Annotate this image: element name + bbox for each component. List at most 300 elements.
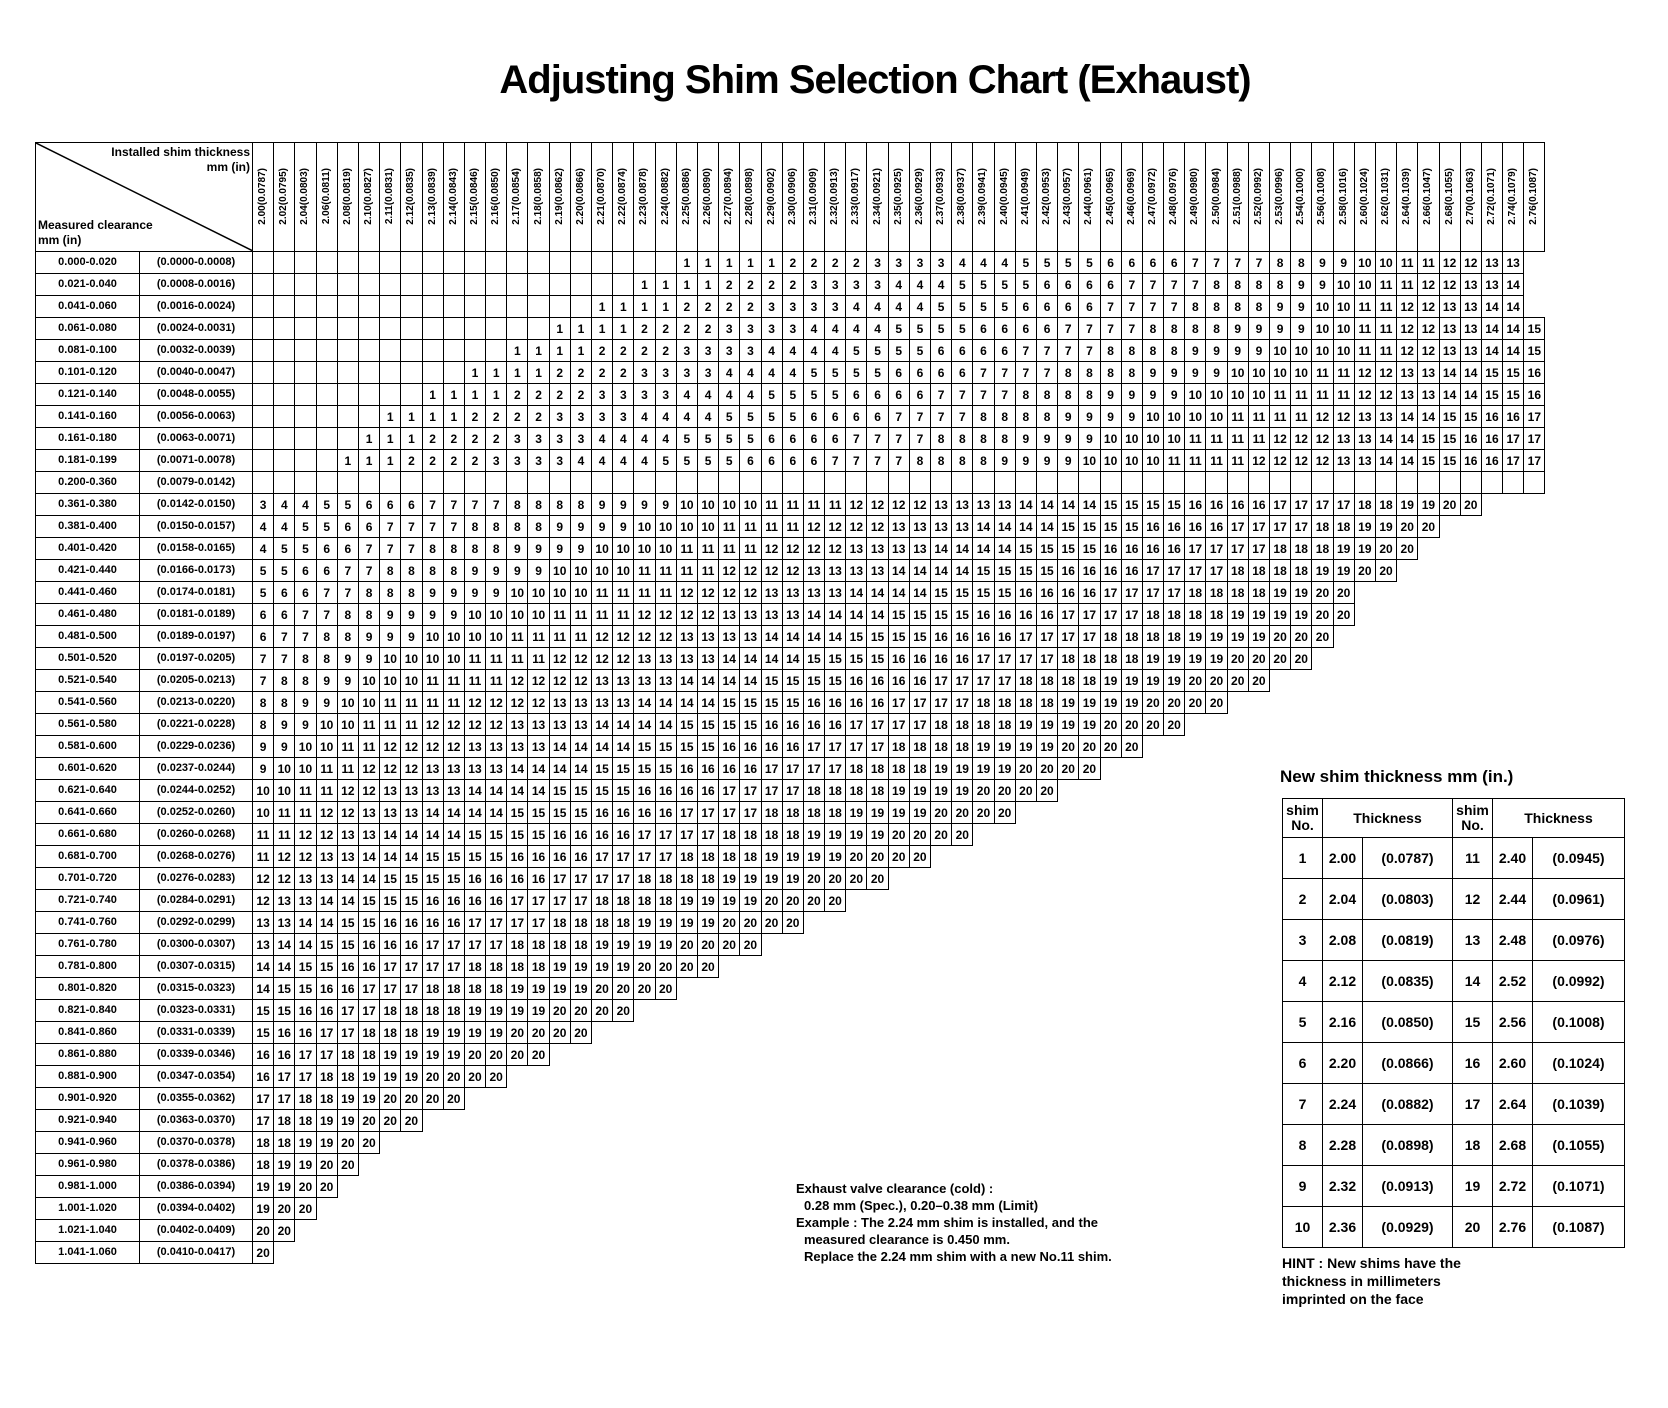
- shim-number-cell: 19: [464, 1022, 485, 1044]
- empty-cell: [740, 472, 761, 494]
- installed-thickness-header: [1164, 143, 1185, 252]
- installed-thickness-header: [1121, 143, 1142, 252]
- shim-number-cell: 10: [401, 670, 422, 692]
- shim-number-cell: 9: [1100, 406, 1121, 428]
- shim-number-cell: 18: [380, 1000, 401, 1022]
- installed-thickness-label: 2.42(0.0953): [1041, 167, 1053, 225]
- shim-number-cell: 8: [464, 516, 485, 538]
- empty-cell: [952, 472, 973, 494]
- shim-number-cell: 17: [761, 780, 782, 802]
- blank-area: [1524, 758, 1545, 780]
- shim-number-cell: 13: [316, 868, 337, 890]
- shim-number-cell: 18: [655, 868, 676, 890]
- shim-thickness-mm: 2.28: [1323, 1125, 1363, 1166]
- shim-number-cell: 15: [316, 934, 337, 956]
- shim-number-cell: 11: [486, 648, 507, 670]
- shim-number-cell: 1: [358, 428, 379, 450]
- shim-number-cell: 20: [867, 868, 888, 890]
- shim-number-cell: 20: [486, 1066, 507, 1088]
- installed-thickness-label: 2.25(0.0886): [680, 167, 692, 225]
- shim-number-cell: 3: [592, 406, 613, 428]
- blank-area: [464, 1176, 485, 1198]
- shim-thickness-mm: 2.04: [1323, 879, 1363, 920]
- shim-number-cell: 17: [295, 1044, 316, 1066]
- shim-number-cell: 5: [697, 450, 718, 472]
- blank-area: [464, 1088, 485, 1110]
- shim-thickness-in: (0.1071): [1533, 1166, 1625, 1207]
- blank-area: [1481, 714, 1502, 736]
- blank-area: [1418, 714, 1439, 736]
- blank-area: [740, 1110, 761, 1132]
- shim-number-cell: 2: [422, 428, 443, 450]
- shim-number-cell: 14: [507, 758, 528, 780]
- shim-number-cell: 10: [337, 692, 358, 714]
- shim-number-cell: 1: [422, 384, 443, 406]
- shim-number-cell: 7: [1121, 274, 1142, 296]
- shim-number-cell: 20: [1375, 560, 1396, 582]
- shim-number-cell: 8: [1206, 318, 1227, 340]
- shim-number-cell: 14: [443, 824, 464, 846]
- shim-number-cell: 18: [549, 912, 570, 934]
- blank-area: [592, 1132, 613, 1154]
- blank-area: [1248, 736, 1269, 758]
- shim-number-cell: 8: [316, 626, 337, 648]
- shim-number-cell: 7: [274, 626, 295, 648]
- blank-area: [1121, 824, 1142, 846]
- shim-number-cell: 17: [782, 758, 803, 780]
- blank-area: [1036, 912, 1057, 934]
- blank-area: [634, 1132, 655, 1154]
- measured-clearance-in: (0.0292-0.0299): [140, 912, 253, 934]
- shim-number-cell: 19: [888, 780, 909, 802]
- shim-number-cell: 19: [1418, 494, 1439, 516]
- shim-number-cell: 9: [1312, 274, 1333, 296]
- shim-number-cell: 15: [740, 692, 761, 714]
- shim-number-cell: 17: [1142, 582, 1163, 604]
- blank-area: [1206, 1088, 1227, 1110]
- blank-area: [1227, 1088, 1248, 1110]
- blank-area: [1185, 1154, 1206, 1176]
- blank-area: [825, 1154, 846, 1176]
- blank-area: [1418, 626, 1439, 648]
- shim-number-cell: 12: [528, 692, 549, 714]
- shim-number-cell: 9: [994, 450, 1015, 472]
- shim-number-cell: 17: [740, 802, 761, 824]
- shim-number-cell: 20: [1121, 714, 1142, 736]
- empty-cell: [253, 318, 274, 340]
- shim-number-cell: 7: [973, 384, 994, 406]
- blank-area: [1248, 1022, 1269, 1044]
- empty-cell: [1079, 472, 1100, 494]
- shim-number-cell: 4: [295, 494, 316, 516]
- shim-number-cell: 14: [1481, 318, 1502, 340]
- shim-thickness-mm: 2.20: [1323, 1043, 1363, 1084]
- installed-thickness-header: [1227, 143, 1248, 252]
- shim-number-cell: 19: [676, 912, 697, 934]
- shim-number-cell: 17: [1503, 450, 1524, 472]
- shim-number-cell: 16: [570, 846, 591, 868]
- shim-number-cell: 17: [697, 824, 718, 846]
- shim-number-cell: 2: [655, 340, 676, 362]
- shim-number-cell: 15: [1503, 362, 1524, 384]
- installed-thickness-label: 2.12(0.0835): [405, 167, 417, 225]
- shim-number-cell: 14: [316, 890, 337, 912]
- blank-area: [1439, 714, 1460, 736]
- shim-number-cell: 17: [274, 1088, 295, 1110]
- blank-area: [909, 956, 930, 978]
- shim-number-cell: 8: [994, 406, 1015, 428]
- shim-number-cell: 11: [1248, 406, 1269, 428]
- blank-area: [952, 1066, 973, 1088]
- shim-number-cell: 14: [1503, 340, 1524, 362]
- shim-number-cell: 4: [825, 318, 846, 340]
- shim-number-cell: 10: [1354, 252, 1375, 274]
- blank-area: [337, 1198, 358, 1220]
- shim-number-cell: 16: [1121, 560, 1142, 582]
- shim-number-cell: 11: [1375, 296, 1396, 318]
- empty-cell: [274, 450, 295, 472]
- blank-area: [1121, 758, 1142, 780]
- shim-number-cell: 4: [592, 450, 613, 472]
- shim-number-cell: 16: [825, 692, 846, 714]
- shim-number-cell: 11: [697, 538, 718, 560]
- blank-area: [952, 868, 973, 890]
- shim-number-cell: 6: [994, 318, 1015, 340]
- shim-number-cell: 12: [422, 714, 443, 736]
- shim-number: 1: [1283, 838, 1323, 879]
- table-row: [36, 318, 1545, 340]
- shim-number-cell: 18: [443, 1000, 464, 1022]
- table-row: [36, 362, 1545, 384]
- shim-number-cell: 14: [1439, 384, 1460, 406]
- shim-number-cell: 1: [634, 274, 655, 296]
- shim-number-cell: 1: [380, 450, 401, 472]
- shim-number-cell: 9: [1227, 340, 1248, 362]
- blank-area: [1121, 1242, 1142, 1264]
- empty-cell: [1481, 472, 1502, 494]
- shim-number-cell: 15: [931, 604, 952, 626]
- table-row: [36, 560, 1545, 582]
- blank-area: [1142, 1154, 1163, 1176]
- shim-number-cell: 5: [337, 494, 358, 516]
- shim-number-cell: 12: [1291, 450, 1312, 472]
- shim-number-cell: 17: [507, 912, 528, 934]
- blank-area: [867, 1000, 888, 1022]
- blank-area: [697, 978, 718, 1000]
- shim-number-cell: 17: [931, 670, 952, 692]
- shim-number-cell: 9: [1248, 340, 1269, 362]
- shim-number-cell: 17: [846, 736, 867, 758]
- shim-number-cell: 17: [401, 978, 422, 1000]
- blank-area: [1036, 868, 1057, 890]
- shim-number-cell: 17: [1227, 516, 1248, 538]
- shim-number-cell: 7: [846, 450, 867, 472]
- blank-area: [846, 1154, 867, 1176]
- measured-clearance-in: (0.0378-0.0386): [140, 1154, 253, 1176]
- shim-number-cell: 18: [676, 868, 697, 890]
- shim-number-cell: 19: [443, 1022, 464, 1044]
- shim-number-cell: 10: [486, 604, 507, 626]
- shim-number-cell: 9: [316, 670, 337, 692]
- shim-number-cell: 20: [1015, 758, 1036, 780]
- blank-area: [1206, 1022, 1227, 1044]
- blank-area: [697, 1132, 718, 1154]
- shim-number-cell: 12: [740, 560, 761, 582]
- measured-clearance-in: (0.0268-0.0276): [140, 846, 253, 868]
- shim-number-cell: 16: [1036, 604, 1057, 626]
- shim-number-cell: 18: [634, 890, 655, 912]
- shim-number-cell: 20: [1206, 670, 1227, 692]
- shim-number-cell: 14: [740, 648, 761, 670]
- shim-number-cell: 4: [676, 406, 697, 428]
- shim-number-cell: 14: [952, 538, 973, 560]
- shim-number-cell: 19: [337, 1088, 358, 1110]
- blank-area: [613, 1110, 634, 1132]
- shim-number-cell: 14: [337, 890, 358, 912]
- blank-area: [443, 1132, 464, 1154]
- shim-number-cell: 13: [1503, 252, 1524, 274]
- shim-number-cell: 10: [1333, 274, 1354, 296]
- shim-number-cell: 14: [549, 736, 570, 758]
- shim-number-cell: 4: [909, 296, 930, 318]
- blank-area: [931, 1022, 952, 1044]
- blank-area: [740, 1198, 761, 1220]
- shim-number-cell: 12: [253, 890, 274, 912]
- measured-clearance-in: (0.0150-0.0157): [140, 516, 253, 538]
- shim-number-cell: 14: [613, 714, 634, 736]
- empty-cell: [803, 472, 824, 494]
- shim-number-cell: 19: [1015, 736, 1036, 758]
- blank-area: [1121, 1066, 1142, 1088]
- blank-area: [1142, 956, 1163, 978]
- shim-number-cell: 18: [909, 736, 930, 758]
- shim-number-cell: 5: [825, 384, 846, 406]
- shim-number-cell: 18: [1164, 604, 1185, 626]
- blank-area: [909, 890, 930, 912]
- blank-area: [994, 1132, 1015, 1154]
- shim-number-cell: 15: [316, 956, 337, 978]
- shim-number-cell: 18: [1375, 494, 1396, 516]
- shim-number-cell: 20: [888, 846, 909, 868]
- empty-cell: [358, 318, 379, 340]
- shim-number-cell: 16: [358, 934, 379, 956]
- shim-number-cell: 1: [486, 384, 507, 406]
- empty-cell: [1121, 472, 1142, 494]
- measured-clearance-mm: 0.461-0.480: [36, 604, 140, 626]
- shim-number-cell: 18: [358, 1022, 379, 1044]
- shim-number-cell: 16: [358, 956, 379, 978]
- shim-number-cell: 13: [867, 538, 888, 560]
- shim-number-cell: 7: [888, 450, 909, 472]
- shim-number-cell: 12: [1354, 362, 1375, 384]
- shim-number-cell: 12: [380, 758, 401, 780]
- shim-number-cell: 1: [507, 362, 528, 384]
- shim-number-cell: 20: [1079, 758, 1100, 780]
- shim-number-cell: 13: [676, 626, 697, 648]
- shim-number-cell: 14: [592, 736, 613, 758]
- blank-area: [719, 1022, 740, 1044]
- blank-area: [1058, 890, 1079, 912]
- shim-number-cell: 20: [1312, 604, 1333, 626]
- shim-number-cell: 13: [422, 780, 443, 802]
- shim-number-cell: 17: [380, 956, 401, 978]
- shim-number-cell: 20: [761, 912, 782, 934]
- shim-number-cell: 8: [1079, 362, 1100, 384]
- shim-number-cell: 8: [380, 560, 401, 582]
- shim-number-cell: 7: [422, 494, 443, 516]
- shim-number-cell: 12: [1291, 428, 1312, 450]
- measured-clearance-in: (0.0339-0.0346): [140, 1044, 253, 1066]
- blank-area: [1058, 956, 1079, 978]
- blank-area: [697, 1176, 718, 1198]
- measured-clearance-mm: 0.061-0.080: [36, 318, 140, 340]
- blank-area: [740, 956, 761, 978]
- shim-number-cell: 5: [316, 494, 337, 516]
- blank-area: [1460, 538, 1481, 560]
- shim-number-cell: 16: [1460, 450, 1481, 472]
- empty-cell: [337, 274, 358, 296]
- empty-cell: [358, 274, 379, 296]
- shim-number-cell: 9: [1036, 450, 1057, 472]
- shim-number-cell: 19: [1227, 604, 1248, 626]
- shim-number-cell: 19: [549, 956, 570, 978]
- shim-number-cell: 14: [952, 560, 973, 582]
- empty-cell: [613, 472, 634, 494]
- blank-area: [1291, 692, 1312, 714]
- blank-area: [761, 1000, 782, 1022]
- empty-cell: [592, 472, 613, 494]
- shim-number-cell: 16: [697, 758, 718, 780]
- blank-area: [909, 912, 930, 934]
- shim-number-cell: 14: [825, 604, 846, 626]
- blank-area: [1418, 692, 1439, 714]
- blank-area: [358, 1220, 379, 1242]
- shim-number-cell: 7: [1164, 274, 1185, 296]
- blank-area: [613, 1220, 634, 1242]
- corner-measured-label: Measured clearance: [38, 217, 153, 232]
- blank-area: [655, 1110, 676, 1132]
- blank-area: [846, 912, 867, 934]
- shim-number-cell: 7: [1121, 318, 1142, 340]
- shim-number-cell: 19: [1354, 538, 1375, 560]
- shim-number-cell: 18: [697, 868, 718, 890]
- shim-thickness-in: (0.0992): [1533, 961, 1625, 1002]
- shim-number-cell: 15: [358, 890, 379, 912]
- blank-area: [803, 934, 824, 956]
- empty-cell: [358, 252, 379, 274]
- blank-area: [931, 868, 952, 890]
- blank-area: [1206, 1044, 1227, 1066]
- shim-number-cell: 15: [549, 802, 570, 824]
- installed-thickness-header: [1460, 143, 1481, 252]
- shim-number-cell: 20: [909, 824, 930, 846]
- table-row: [36, 428, 1545, 450]
- shim-number-cell: 16: [1185, 516, 1206, 538]
- blank-area: [867, 1044, 888, 1066]
- blank-area: [464, 1220, 485, 1242]
- shim-number-cell: 11: [1397, 252, 1418, 274]
- empty-cell: [337, 362, 358, 384]
- blank-area: [803, 1132, 824, 1154]
- empty-cell: [422, 252, 443, 274]
- blank-area: [613, 1044, 634, 1066]
- shim-number-cell: 14: [909, 582, 930, 604]
- shim-number-cell: 16: [1121, 538, 1142, 560]
- shim-number-cell: 9: [1058, 450, 1079, 472]
- measured-clearance-mm: 0.081-0.100: [36, 340, 140, 362]
- blank-area: [1460, 604, 1481, 626]
- blank-area: [1375, 626, 1396, 648]
- shim-number-cell: 3: [825, 296, 846, 318]
- table-row: [36, 274, 1545, 296]
- empty-cell: [486, 340, 507, 362]
- blank-area: [549, 1198, 570, 1220]
- shim-number-cell: 15: [274, 978, 295, 1000]
- shim-number: 2: [1283, 879, 1323, 920]
- empty-cell: [486, 318, 507, 340]
- installed-thickness-header: [697, 143, 718, 252]
- blank-area: [994, 868, 1015, 890]
- shim-number-cell: 6: [973, 318, 994, 340]
- shim-number-cell: 6: [253, 604, 274, 626]
- shim-number-cell: 13: [253, 934, 274, 956]
- shim-number-cell: 9: [528, 560, 549, 582]
- empty-cell: [358, 362, 379, 384]
- shim-number-cell: 9: [274, 736, 295, 758]
- shim-number-cell: 2: [655, 318, 676, 340]
- blank-area: [1100, 824, 1121, 846]
- shim-number-cell: 15: [613, 758, 634, 780]
- shim-number-cell: 13: [676, 648, 697, 670]
- shim-number-cell: 12: [1397, 318, 1418, 340]
- blank-area: [592, 1242, 613, 1264]
- installed-thickness-header: [1418, 143, 1439, 252]
- measured-clearance-mm: 0.000-0.020: [36, 252, 140, 274]
- shim-number-cell: 12: [655, 604, 676, 626]
- blank-area: [719, 1132, 740, 1154]
- blank-area: [973, 846, 994, 868]
- shim-number-cell: 16: [507, 846, 528, 868]
- shim-number-cell: 5: [803, 362, 824, 384]
- blank-area: [761, 978, 782, 1000]
- shim-number-cell: 19: [613, 956, 634, 978]
- shim-number-cell: 4: [931, 274, 952, 296]
- shim-number-cell: 3: [634, 362, 655, 384]
- shim-number-cell: 15: [909, 626, 930, 648]
- shim-number-cell: 20: [592, 978, 613, 1000]
- measured-clearance-mm: 0.381-0.400: [36, 516, 140, 538]
- shim-number-cell: 2: [549, 362, 570, 384]
- shim-number-cell: 19: [253, 1176, 274, 1198]
- blank-area: [1481, 516, 1502, 538]
- shim-number-cell: 11: [443, 670, 464, 692]
- shim-number-cell: 20: [549, 1022, 570, 1044]
- shim-number-cell: 15: [380, 890, 401, 912]
- shim-number-cell: 3: [697, 340, 718, 362]
- shim-number-cell: 12: [464, 714, 485, 736]
- shim-number-cell: 19: [1142, 648, 1163, 670]
- shim-number-cell: 10: [1291, 340, 1312, 362]
- empty-cell: [422, 340, 443, 362]
- shim-number-cell: 19: [782, 846, 803, 868]
- shim-number-cell: 3: [867, 252, 888, 274]
- shim-number-cell: 13: [1481, 252, 1502, 274]
- shim-number-cell: 10: [528, 582, 549, 604]
- shim-number-cell: 18: [337, 1044, 358, 1066]
- blank-area: [1503, 626, 1524, 648]
- measured-clearance-mm: 0.921-0.940: [36, 1110, 140, 1132]
- blank-area: [1164, 1044, 1185, 1066]
